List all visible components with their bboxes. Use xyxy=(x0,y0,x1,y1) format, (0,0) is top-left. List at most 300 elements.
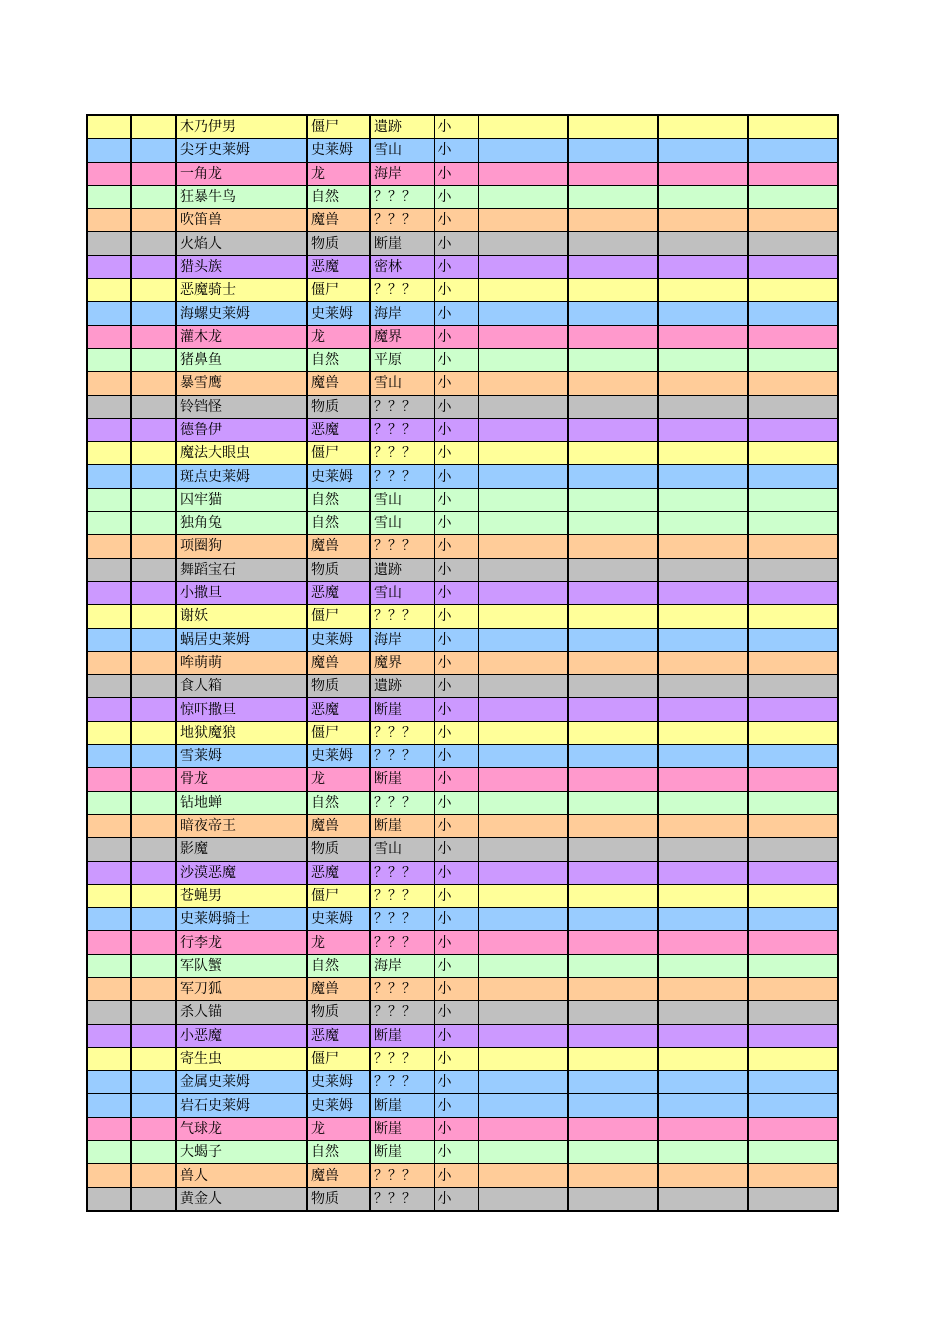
blank-cell-a xyxy=(87,768,131,791)
blank-cell-c xyxy=(478,535,568,558)
blank-cell-e xyxy=(658,628,748,651)
monster-name-cell: 魔法大眼虫 xyxy=(176,442,307,465)
monster-type-cell: 自然 xyxy=(307,348,370,371)
monster-location-cell: ？？？ xyxy=(370,535,434,558)
blank-cell-c xyxy=(478,1117,568,1140)
blank-cell-c xyxy=(478,348,568,371)
blank-cell-a xyxy=(87,465,131,488)
blank-cell-e xyxy=(658,185,748,208)
blank-cell-b xyxy=(131,1141,176,1164)
monster-type-cell: 物质 xyxy=(307,558,370,581)
table-row xyxy=(87,139,838,162)
blank-cell-c xyxy=(478,279,568,302)
monster-location-cell: 密林 xyxy=(370,255,434,278)
blank-cell-d xyxy=(568,791,658,814)
table-row xyxy=(87,185,838,208)
blank-cell-f xyxy=(748,1094,838,1117)
monster-location-cell: 雪山 xyxy=(370,838,434,861)
blank-cell-f xyxy=(748,931,838,954)
table-row xyxy=(87,1094,838,1117)
blank-cell-c xyxy=(478,255,568,278)
blank-cell-e xyxy=(658,977,748,1000)
monster-location-cell: 魔界 xyxy=(370,325,434,348)
blank-cell-a xyxy=(87,442,131,465)
blank-cell-b xyxy=(131,465,176,488)
blank-cell-f xyxy=(748,581,838,604)
blank-cell-a xyxy=(87,1071,131,1094)
monster-type-cell: 物质 xyxy=(307,232,370,255)
blank-cell-e xyxy=(658,768,748,791)
monster-name-cell: 钻地蝉 xyxy=(176,791,307,814)
monster-size-cell: 小 xyxy=(434,465,478,488)
monster-size-cell: 小 xyxy=(434,232,478,255)
blank-cell-f xyxy=(748,232,838,255)
monster-size-cell: 小 xyxy=(434,675,478,698)
blank-cell-b xyxy=(131,1187,176,1211)
monster-type-cell: 恶魔 xyxy=(307,255,370,278)
blank-cell-d xyxy=(568,1117,658,1140)
table-row xyxy=(87,861,838,884)
blank-cell-a xyxy=(87,162,131,185)
blank-cell-e xyxy=(658,908,748,931)
table-row xyxy=(87,1071,838,1094)
blank-cell-c xyxy=(478,465,568,488)
blank-cell-a xyxy=(87,115,131,139)
monster-type-cell: 自然 xyxy=(307,512,370,535)
monster-size-cell: 小 xyxy=(434,721,478,744)
monster-size-cell: 小 xyxy=(434,139,478,162)
blank-cell-b xyxy=(131,418,176,441)
table-row xyxy=(87,931,838,954)
monster-type-cell: 僵尸 xyxy=(307,721,370,744)
blank-cell-d xyxy=(568,512,658,535)
monster-location-cell: ？？？ xyxy=(370,977,434,1000)
blank-cell-a xyxy=(87,931,131,954)
blank-cell-a xyxy=(87,675,131,698)
monster-name-cell: 杀人锚 xyxy=(176,1001,307,1024)
monster-name-cell: 灌木龙 xyxy=(176,325,307,348)
blank-cell-d xyxy=(568,372,658,395)
blank-cell-a xyxy=(87,512,131,535)
table-row xyxy=(87,162,838,185)
blank-cell-b xyxy=(131,1094,176,1117)
monster-size-cell: 小 xyxy=(434,279,478,302)
blank-cell-f xyxy=(748,162,838,185)
monster-name-cell: 大蝎子 xyxy=(176,1141,307,1164)
monster-size-cell: 小 xyxy=(434,954,478,977)
table-row xyxy=(87,1164,838,1187)
blank-cell-c xyxy=(478,139,568,162)
blank-cell-b xyxy=(131,512,176,535)
table-row xyxy=(87,465,838,488)
monster-type-cell: 僵尸 xyxy=(307,115,370,139)
monster-location-cell: 平原 xyxy=(370,348,434,371)
monster-type-cell: 自然 xyxy=(307,954,370,977)
monster-name-cell: 海螺史莱姆 xyxy=(176,302,307,325)
monster-type-cell: 史莱姆 xyxy=(307,1094,370,1117)
blank-cell-d xyxy=(568,1164,658,1187)
blank-cell-e xyxy=(658,651,748,674)
monster-location-cell: ？？？ xyxy=(370,1164,434,1187)
blank-cell-c xyxy=(478,1141,568,1164)
table-row xyxy=(87,838,838,861)
blank-cell-a xyxy=(87,791,131,814)
monster-name-cell: 吹笛兽 xyxy=(176,209,307,232)
monster-location-cell: ？？？ xyxy=(370,721,434,744)
blank-cell-d xyxy=(568,232,658,255)
blank-cell-f xyxy=(748,605,838,628)
blank-cell-d xyxy=(568,768,658,791)
blank-cell-e xyxy=(658,1047,748,1070)
blank-cell-f xyxy=(748,372,838,395)
blank-cell-e xyxy=(658,721,748,744)
table-row xyxy=(87,232,838,255)
monster-name-cell: 蜗居史莱姆 xyxy=(176,628,307,651)
blank-cell-e xyxy=(658,1024,748,1047)
blank-cell-f xyxy=(748,651,838,674)
blank-cell-a xyxy=(87,558,131,581)
blank-cell-a xyxy=(87,1047,131,1070)
monster-type-cell: 魔兽 xyxy=(307,814,370,837)
table-row xyxy=(87,977,838,1000)
monster-size-cell: 小 xyxy=(434,325,478,348)
blank-cell-b xyxy=(131,768,176,791)
blank-cell-f xyxy=(748,302,838,325)
blank-cell-d xyxy=(568,442,658,465)
blank-cell-a xyxy=(87,721,131,744)
blank-cell-a xyxy=(87,418,131,441)
blank-cell-c xyxy=(478,628,568,651)
blank-cell-e xyxy=(658,605,748,628)
table-row xyxy=(87,814,838,837)
blank-cell-d xyxy=(568,1071,658,1094)
monster-name-cell: 斑点史莱姆 xyxy=(176,465,307,488)
table-row xyxy=(87,1047,838,1070)
monster-type-cell: 史莱姆 xyxy=(307,908,370,931)
blank-cell-a xyxy=(87,535,131,558)
monster-name-cell: 猪鼻鱼 xyxy=(176,348,307,371)
blank-cell-b xyxy=(131,535,176,558)
monster-location-cell: ？？？ xyxy=(370,861,434,884)
blank-cell-e xyxy=(658,954,748,977)
blank-cell-f xyxy=(748,1164,838,1187)
blank-cell-d xyxy=(568,255,658,278)
blank-cell-d xyxy=(568,209,658,232)
blank-cell-d xyxy=(568,745,658,768)
blank-cell-f xyxy=(748,977,838,1000)
monster-size-cell: 小 xyxy=(434,838,478,861)
blank-cell-b xyxy=(131,255,176,278)
monster-size-cell: 小 xyxy=(434,768,478,791)
monster-location-cell: 断崖 xyxy=(370,768,434,791)
monster-type-cell: 恶魔 xyxy=(307,1024,370,1047)
monster-location-cell: ？？？ xyxy=(370,395,434,418)
blank-cell-e xyxy=(658,1094,748,1117)
blank-cell-c xyxy=(478,791,568,814)
monster-name-cell: 雪莱姆 xyxy=(176,745,307,768)
monster-location-cell: ？？？ xyxy=(370,465,434,488)
blank-cell-e xyxy=(658,1071,748,1094)
monster-location-cell: ？？？ xyxy=(370,279,434,302)
monster-location-cell: 雪山 xyxy=(370,488,434,511)
blank-cell-f xyxy=(748,628,838,651)
monster-table xyxy=(86,114,839,1212)
blank-cell-c xyxy=(478,325,568,348)
blank-cell-b xyxy=(131,814,176,837)
blank-cell-d xyxy=(568,954,658,977)
blank-cell-f xyxy=(748,325,838,348)
blank-cell-f xyxy=(748,185,838,208)
blank-cell-a xyxy=(87,1117,131,1140)
table-row xyxy=(87,279,838,302)
monster-size-cell: 小 xyxy=(434,1117,478,1140)
blank-cell-f xyxy=(748,418,838,441)
monster-type-cell: 物质 xyxy=(307,675,370,698)
blank-cell-e xyxy=(658,115,748,139)
monster-location-cell: 雪山 xyxy=(370,581,434,604)
blank-cell-f xyxy=(748,1001,838,1024)
monster-name-cell: 独角兔 xyxy=(176,512,307,535)
blank-cell-b xyxy=(131,139,176,162)
blank-cell-b xyxy=(131,721,176,744)
monster-type-cell: 自然 xyxy=(307,185,370,208)
blank-cell-d xyxy=(568,1001,658,1024)
monster-location-cell: 魔界 xyxy=(370,651,434,674)
monster-name-cell: 骨龙 xyxy=(176,768,307,791)
blank-cell-c xyxy=(478,1094,568,1117)
blank-cell-b xyxy=(131,1024,176,1047)
blank-cell-f xyxy=(748,465,838,488)
monster-size-cell: 小 xyxy=(434,1001,478,1024)
monster-location-cell: 断崖 xyxy=(370,814,434,837)
blank-cell-e xyxy=(658,581,748,604)
blank-cell-d xyxy=(568,581,658,604)
blank-cell-e xyxy=(658,675,748,698)
blank-cell-a xyxy=(87,628,131,651)
monster-type-cell: 史莱姆 xyxy=(307,628,370,651)
blank-cell-d xyxy=(568,535,658,558)
blank-cell-b xyxy=(131,675,176,698)
blank-cell-e xyxy=(658,232,748,255)
blank-cell-e xyxy=(658,139,748,162)
monster-location-cell: ？？？ xyxy=(370,418,434,441)
monster-type-cell: 物质 xyxy=(307,1001,370,1024)
blank-cell-e xyxy=(658,814,748,837)
monster-type-cell: 龙 xyxy=(307,325,370,348)
table-row xyxy=(87,255,838,278)
monster-size-cell: 小 xyxy=(434,977,478,1000)
monster-location-cell: 雪山 xyxy=(370,512,434,535)
blank-cell-d xyxy=(568,279,658,302)
blank-cell-d xyxy=(568,814,658,837)
blank-cell-b xyxy=(131,884,176,907)
monster-name-cell: 史莱姆骑士 xyxy=(176,908,307,931)
table-row xyxy=(87,418,838,441)
monster-name-cell: 地狱魔狼 xyxy=(176,721,307,744)
monster-type-cell: 物质 xyxy=(307,395,370,418)
blank-cell-f xyxy=(748,768,838,791)
blank-cell-b xyxy=(131,372,176,395)
blank-cell-f xyxy=(748,279,838,302)
blank-cell-c xyxy=(478,162,568,185)
monster-location-cell: 海岸 xyxy=(370,954,434,977)
blank-cell-a xyxy=(87,185,131,208)
monster-name-cell: 铃铛怪 xyxy=(176,395,307,418)
monster-size-cell: 小 xyxy=(434,558,478,581)
blank-cell-b xyxy=(131,581,176,604)
monster-name-cell: 军刀狐 xyxy=(176,977,307,1000)
blank-cell-a xyxy=(87,325,131,348)
blank-cell-d xyxy=(568,931,658,954)
monster-name-cell: 黄金人 xyxy=(176,1187,307,1211)
monster-location-cell: 遺跡 xyxy=(370,675,434,698)
monster-location-cell: 断崖 xyxy=(370,1094,434,1117)
blank-cell-a xyxy=(87,302,131,325)
monster-name-cell: 影魔 xyxy=(176,838,307,861)
blank-cell-c xyxy=(478,209,568,232)
blank-cell-f xyxy=(748,1071,838,1094)
table-row xyxy=(87,1187,838,1211)
monster-size-cell: 小 xyxy=(434,651,478,674)
monster-type-cell: 魔兽 xyxy=(307,209,370,232)
blank-cell-a xyxy=(87,209,131,232)
blank-cell-d xyxy=(568,348,658,371)
monster-location-cell: ？？？ xyxy=(370,791,434,814)
blank-cell-a xyxy=(87,1164,131,1187)
blank-cell-e xyxy=(658,791,748,814)
monster-type-cell: 史莱姆 xyxy=(307,465,370,488)
blank-cell-e xyxy=(658,442,748,465)
monster-size-cell: 小 xyxy=(434,791,478,814)
monster-type-cell: 龙 xyxy=(307,768,370,791)
blank-cell-a xyxy=(87,255,131,278)
monster-name-cell: 囚牢猫 xyxy=(176,488,307,511)
blank-cell-a xyxy=(87,395,131,418)
blank-cell-c xyxy=(478,745,568,768)
blank-cell-e xyxy=(658,162,748,185)
blank-cell-b xyxy=(131,1047,176,1070)
blank-cell-f xyxy=(748,791,838,814)
monster-location-cell: ？？？ xyxy=(370,908,434,931)
blank-cell-e xyxy=(658,512,748,535)
monster-size-cell: 小 xyxy=(434,861,478,884)
blank-cell-f xyxy=(748,814,838,837)
blank-cell-e xyxy=(658,1164,748,1187)
blank-cell-f xyxy=(748,395,838,418)
blank-cell-b xyxy=(131,232,176,255)
table-row xyxy=(87,209,838,232)
monster-type-cell: 自然 xyxy=(307,1141,370,1164)
table-row xyxy=(87,372,838,395)
blank-cell-b xyxy=(131,558,176,581)
blank-cell-d xyxy=(568,698,658,721)
monster-type-cell: 魔兽 xyxy=(307,1164,370,1187)
blank-cell-d xyxy=(568,1141,658,1164)
blank-cell-f xyxy=(748,884,838,907)
blank-cell-d xyxy=(568,721,658,744)
monster-size-cell: 小 xyxy=(434,418,478,441)
blank-cell-e xyxy=(658,745,748,768)
blank-cell-d xyxy=(568,884,658,907)
blank-cell-a xyxy=(87,1187,131,1211)
monster-type-cell: 僵尸 xyxy=(307,884,370,907)
table-row xyxy=(87,302,838,325)
monster-name-cell: 项圈狗 xyxy=(176,535,307,558)
blank-cell-c xyxy=(478,1164,568,1187)
blank-cell-f xyxy=(748,838,838,861)
monster-type-cell: 僵尸 xyxy=(307,442,370,465)
monster-type-cell: 自然 xyxy=(307,488,370,511)
monster-location-cell: ？？？ xyxy=(370,209,434,232)
monster-size-cell: 小 xyxy=(434,488,478,511)
monster-name-cell: 小撒旦 xyxy=(176,581,307,604)
blank-cell-a xyxy=(87,651,131,674)
blank-cell-f xyxy=(748,954,838,977)
blank-cell-d xyxy=(568,675,658,698)
monster-type-cell: 龙 xyxy=(307,162,370,185)
monster-name-cell: 火焰人 xyxy=(176,232,307,255)
blank-cell-d xyxy=(568,162,658,185)
blank-cell-c xyxy=(478,512,568,535)
blank-cell-d xyxy=(568,115,658,139)
monster-size-cell: 小 xyxy=(434,209,478,232)
blank-cell-e xyxy=(658,372,748,395)
blank-cell-f xyxy=(748,558,838,581)
blank-cell-b xyxy=(131,115,176,139)
blank-cell-e xyxy=(658,255,748,278)
blank-cell-b xyxy=(131,442,176,465)
monster-size-cell: 小 xyxy=(434,1024,478,1047)
monster-name-cell: 兽人 xyxy=(176,1164,307,1187)
monster-location-cell: 断崖 xyxy=(370,1141,434,1164)
blank-cell-d xyxy=(568,139,658,162)
monster-name-cell: 木乃伊男 xyxy=(176,115,307,139)
monster-size-cell: 小 xyxy=(434,372,478,395)
blank-cell-e xyxy=(658,838,748,861)
blank-cell-b xyxy=(131,791,176,814)
blank-cell-c xyxy=(478,232,568,255)
monster-location-cell: 雪山 xyxy=(370,139,434,162)
blank-cell-d xyxy=(568,418,658,441)
blank-cell-c xyxy=(478,814,568,837)
blank-cell-b xyxy=(131,745,176,768)
blank-cell-c xyxy=(478,372,568,395)
monster-size-cell: 小 xyxy=(434,302,478,325)
monster-size-cell: 小 xyxy=(434,395,478,418)
blank-cell-c xyxy=(478,1071,568,1094)
blank-cell-d xyxy=(568,628,658,651)
table-row xyxy=(87,558,838,581)
monster-name-cell: 一角龙 xyxy=(176,162,307,185)
table-row xyxy=(87,1001,838,1024)
blank-cell-b xyxy=(131,395,176,418)
monster-location-cell: ？？？ xyxy=(370,442,434,465)
monster-size-cell: 小 xyxy=(434,605,478,628)
table-row xyxy=(87,581,838,604)
blank-cell-d xyxy=(568,908,658,931)
blank-cell-a xyxy=(87,488,131,511)
blank-cell-f xyxy=(748,908,838,931)
table-row xyxy=(87,1024,838,1047)
blank-cell-d xyxy=(568,558,658,581)
blank-cell-a xyxy=(87,814,131,837)
blank-cell-f xyxy=(748,255,838,278)
monster-location-cell: ？？？ xyxy=(370,884,434,907)
blank-cell-e xyxy=(658,488,748,511)
monster-type-cell: 物质 xyxy=(307,838,370,861)
blank-cell-c xyxy=(478,721,568,744)
blank-cell-f xyxy=(748,115,838,139)
